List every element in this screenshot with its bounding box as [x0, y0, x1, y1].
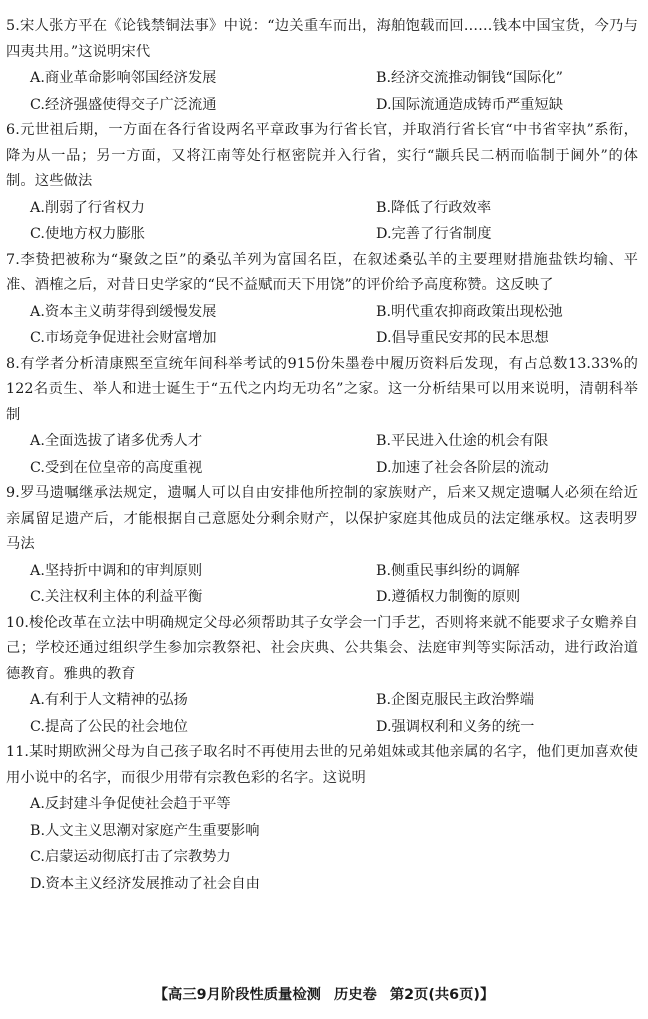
option-c: C.关注权利主体的利益平衡 — [30, 589, 203, 605]
question-stem: 9.罗马遗嘱继承法规定，遗嘱人可以自由安排他所控制的家族财产，后来又规定遗嘱人必须在给近亲属留足遗产后，才能根据自己意愿处分剩余财产，以保护家庭其他成员的法定继承权。这表明罗马法 — [6, 485, 638, 552]
option-list — [6, 791, 638, 897]
question-list — [6, 14, 638, 897]
subject-label: 历史卷 — [333, 987, 377, 1003]
question-11 — [6, 740, 638, 897]
option-grid — [6, 428, 638, 481]
question-stem: 5.宋人张方平在《论钱禁铜法事》中说：“边关重车而出，海舶饱载而回……钱本中国宝货，今乃与四夷共用。”这说明宋代 — [6, 18, 638, 60]
option-b: B.人文主义思潮对家庭产生重要影响 — [30, 822, 260, 839]
question-10 — [6, 611, 638, 741]
option-b: B.降低了行政效率 — [376, 199, 492, 216]
option-a: A.全面选拔了诸多优秀人才 — [30, 433, 203, 449]
page-footer — [0, 984, 648, 1004]
option-b: B.经济交流推动铜钱“国际化” — [376, 70, 563, 86]
option-a: A.有利于人文精神的弘扬 — [30, 692, 188, 708]
question-9 — [6, 481, 638, 611]
question-stem: 7.李贽把被称为“聚敛之臣”的桑弘羊列为富国名臣，在叙述桑弘羊的主要理财措施盐铁均输、平准、酒榷之后，对昔日史学家的“民不益赋而天下用饶”的评价给予高度称赞。这反映了 — [6, 251, 638, 293]
option-c: C.受到在位皇帝的高度重视 — [30, 459, 203, 476]
option-a: A.坚持折中调和的审判原则 — [30, 562, 203, 579]
option-c: C.使地方权力膨胀 — [30, 226, 146, 242]
exam-title: 【高三9月阶段性质量检测 — [153, 987, 321, 1003]
page-number: 第2页(共6页)】 — [389, 987, 495, 1003]
question-5 — [6, 14, 638, 118]
option-d: D.国际流通造成铸币严重短缺 — [376, 96, 564, 113]
option-d: D.加速了社会各阶层的流动 — [376, 459, 549, 476]
question-8 — [6, 352, 638, 482]
question-stem: 8.有学者分析清康熙至宣统年间科举考试的915份朱墨卷中履历资料后发现，有占总数13.33%的122名贡生、举人和进士诞生于“五代之内均无功名”之家。这一分析结果可以用来说明，清朝科举制 — [6, 355, 638, 423]
question-stem: 10.梭伦改革在立法中明确规定父母必须帮助其子女学会一门手艺，否则将来就不能要求子女赡养自己；学校还通过组织学生参加宗教祭祀、社会庆典、公共集会、法庭审判等实际活动，进行政治道德教育。雅典的教育 — [6, 614, 638, 682]
option-grid — [6, 687, 638, 740]
option-c: C.市场竞争促进社会财富增加 — [30, 330, 217, 346]
option-grid — [6, 65, 638, 118]
option-b: B.企图克服民主政治弊端 — [376, 692, 535, 708]
option-d: D.倡导重民安邦的民本思想 — [376, 330, 549, 346]
option-d: D.完善了行省制度 — [376, 226, 492, 242]
option-c: C.提高了公民的社会地位 — [30, 718, 188, 735]
option-d: D.强调权利和义务的统一 — [376, 718, 535, 735]
option-grid — [6, 558, 638, 611]
option-grid — [6, 195, 638, 248]
option-c: C.启蒙运动彻底打击了宗教势力 — [30, 849, 231, 865]
question-7 — [6, 248, 638, 352]
question-stem: 6.元世祖后期，一方面在各行省设两名平章政事为行省长官，并取消行省长官“中书省宰执”系衔，降为从一品；另一方面，又将江南等处行枢密院并入行省，实行“颛兵民二柄而临制于阃外”的体制。这些做法 — [6, 122, 638, 189]
option-b: B.平民进入仕途的机会有限 — [376, 433, 549, 449]
question-6 — [6, 118, 638, 248]
option-a: A.反封建斗争促使社会趋于平等 — [30, 796, 231, 812]
option-a: A.商业革命影响邻国经济发展 — [30, 70, 217, 86]
option-b: B.侧重民事纠纷的调解 — [376, 562, 520, 579]
option-grid — [6, 299, 638, 352]
option-b: B.明代重农抑商政策出现松弛 — [376, 303, 563, 320]
option-d: D.遵循权力制衡的原则 — [376, 589, 521, 605]
option-a: A.削弱了行省权力 — [30, 199, 145, 216]
option-c: C.经济强盛使得交子广泛流通 — [30, 96, 217, 113]
question-stem: 11.某时期欧洲父母为自己孩子取名时不再使用去世的兄弟姐妹或其他亲属的名字，他们更加喜欢使用小说中的名字，而很少用带有宗教色彩的名字。这说明 — [6, 744, 638, 786]
option-a: A.资本主义萌芽得到缓慢发展 — [30, 303, 217, 320]
option-d: D.资本主义经济发展推动了社会自由 — [30, 875, 260, 892]
